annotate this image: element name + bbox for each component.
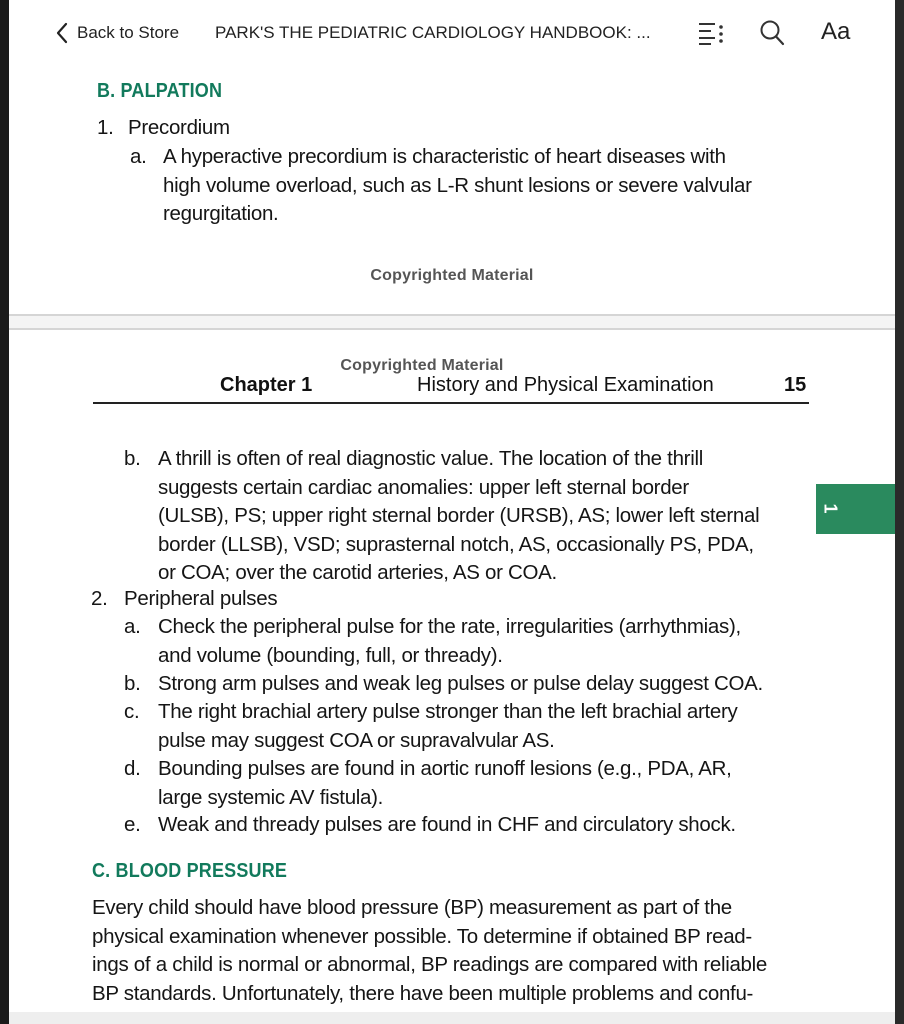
text-line: Bounding pulses are found in aortic runoff lesions (e.g., PDA, AR, (158, 757, 732, 780)
text-line: Check the peripheral pulse for the rate, irregularities (arrhythmias), (158, 615, 741, 638)
list-item-text (158, 670, 763, 699)
paragraph (92, 894, 767, 1008)
list-item-text (158, 698, 738, 755)
list-item-label: Precordium (128, 116, 230, 139)
text-line: Weak and thready pulses are found in CHF and circulatory shock. (158, 813, 736, 836)
list-letter: e. (124, 813, 141, 836)
search-button[interactable] (759, 19, 785, 47)
text-line: regurgitation. (163, 202, 279, 225)
chapter-thumb-tab (816, 484, 895, 534)
search-icon (759, 19, 785, 47)
text-line: (ULSB), PS; upper right sternal border (URSB), AS; lower left sternal (158, 504, 760, 527)
toc-icon (697, 20, 727, 46)
text-line: Every child should have blood pressure (BP) measurement as part of the (92, 896, 732, 919)
list-number: 1. (97, 116, 114, 139)
text-line: and volume (bounding, full, or thready). (158, 643, 503, 667)
text-line: Strong arm pulses and weak leg pulses or pulse delay suggest COA. (158, 672, 763, 695)
list-item-text (158, 755, 732, 812)
bottom-edge (9, 1012, 895, 1024)
text-line: The right brachial artery pulse stronger than the left brachial artery (158, 700, 738, 723)
text-line: A thrill is often of real diagnostic value. The location of the thrill (158, 447, 703, 470)
text-line: pulse may suggest COA or supravalvular AS. (158, 728, 555, 752)
text-line: A hyperactive precordium is characteristic of heart diseases with (163, 145, 726, 168)
section-heading-palpation: B. PALPATION (97, 80, 223, 102)
text-line: or COA; over the carotid arteries, AS or COA. (158, 561, 557, 584)
table-of-contents-button[interactable] (697, 20, 727, 46)
list-letter: d. (124, 757, 141, 780)
back-to-store-button[interactable] (55, 22, 179, 44)
list-item-text (158, 613, 741, 670)
section-heading-blood-pressure: C. BLOOD PRESSURE (92, 860, 288, 882)
page-divider (9, 314, 895, 330)
copyright-notice: Copyrighted Material (340, 357, 504, 374)
list-letter: b. (124, 447, 141, 470)
lower-page (9, 330, 895, 1012)
chevron-left-icon (55, 22, 69, 44)
running-header (93, 374, 809, 404)
text-line: suggests certain cardiac anomalies: upper left sternal border (158, 475, 689, 499)
list-letter: a. (130, 145, 147, 168)
page-number: 15 (784, 374, 807, 396)
list-number: 2. (91, 587, 108, 610)
list-item-text (163, 143, 752, 229)
list-item-text (158, 445, 759, 588)
text-line: large systemic AV fistula). (158, 785, 384, 809)
chapter-label: Chapter 1 (220, 374, 313, 396)
back-label: Back to Store (77, 23, 180, 42)
copyright-notice: Copyrighted Material (370, 267, 534, 284)
left-edge (0, 0, 9, 1024)
right-edge (895, 0, 904, 1024)
upper-page (9, 66, 895, 316)
list-item-text (158, 811, 736, 840)
list-letter: c. (124, 700, 140, 723)
text-line: ings of a child is normal or abnormal, BP readings are compared with reliable (92, 953, 768, 976)
text-line: physical examination whenever possible. To determine if obtained BP read- (92, 924, 752, 948)
book-title: PARK'S THE PEDIATRIC CARDIOLOGY HANDBOOK: ... (215, 23, 651, 42)
font-settings-button[interactable]: Aa (821, 18, 851, 45)
text-line: border (LLSB), VSD; suprasternal notch, AS, occasionally PS, PDA, (158, 532, 754, 556)
text-line: high volume overload, such as L-R shunt lesions or severe valvular (163, 173, 752, 197)
thumb-tab-label: 1 (820, 503, 841, 514)
reader-toolbar (9, 0, 895, 66)
list-letter: a. (124, 615, 141, 638)
list-item-label: Peripheral pulses (124, 587, 278, 610)
list-letter: b. (124, 672, 141, 695)
chapter-title: History and Physical Examination (417, 374, 714, 396)
text-line: BP standards. Unfortunately, there have been multiple problems and confu- (92, 981, 754, 1005)
